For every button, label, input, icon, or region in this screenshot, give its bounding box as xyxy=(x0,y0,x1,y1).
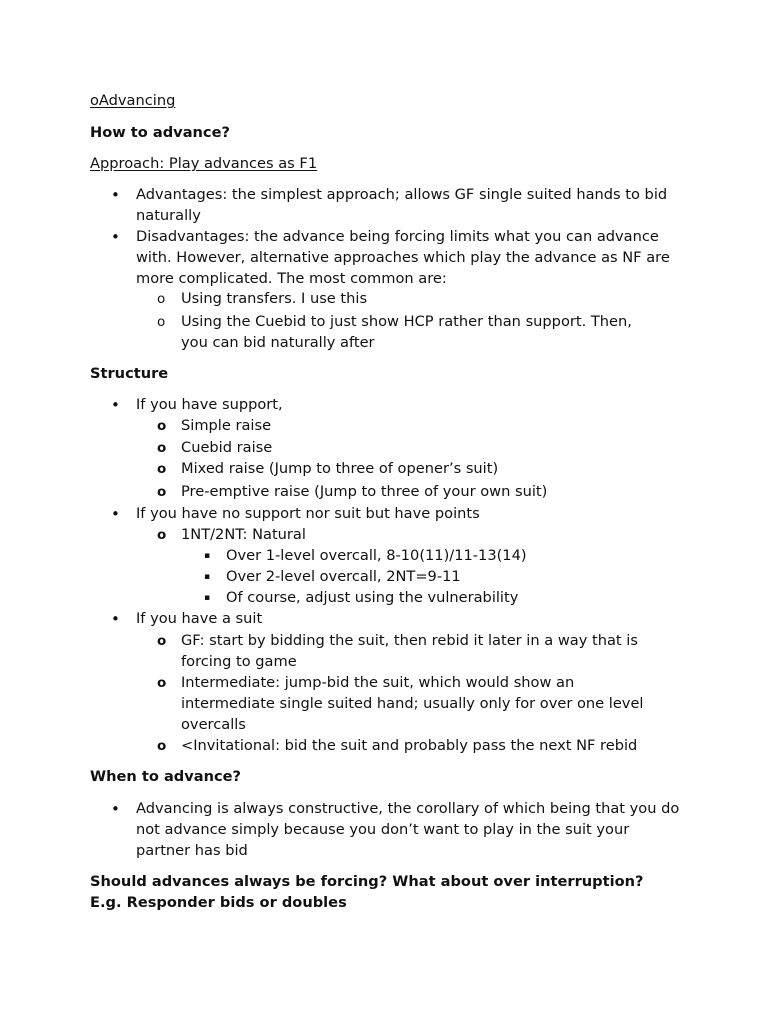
list-item-vulnerability: Of course, adjust using the vulnerability xyxy=(226,589,519,606)
list-item-nt: 1NT/2NT: Natural xyxy=(181,526,306,543)
when-heading: When to advance? xyxy=(90,768,241,785)
bullet-marker: • xyxy=(111,505,120,523)
list-item-disadvantages: Disadvantages: the advance being forcing limits what you can advance with. However, alternative approaches which play the advance as NF are more complicated. The most common are: xyxy=(136,228,670,287)
bullet-marker: • xyxy=(111,186,120,204)
bullet-marker: • xyxy=(111,228,120,246)
list-item-cuebid-raise: Cuebid raise xyxy=(181,439,273,456)
circle-marker: o xyxy=(157,738,167,754)
list-item-over-2-level: Over 2-level overcall, 2NT=9-11 xyxy=(226,568,461,585)
square-marker: ▪ xyxy=(204,551,211,561)
circle-marker: o xyxy=(157,675,167,691)
bullet-marker: • xyxy=(111,610,120,628)
bullet-marker: • xyxy=(111,800,120,818)
list-item-transfers: Using transfers. I use this xyxy=(181,290,368,307)
list-item-no-support: If you have no support nor suit but have points xyxy=(136,505,480,522)
circle-marker: o xyxy=(157,527,167,543)
circle-marker: o xyxy=(157,418,167,434)
circle-marker: o xyxy=(157,314,166,330)
list-item-simple-raise: Simple raise xyxy=(181,417,272,434)
circle-marker: o xyxy=(157,440,167,456)
how-heading: How to advance? xyxy=(90,124,230,141)
list-item-gf: GF: start by bidding the suit, then rebid it later in a way that is forcing to game xyxy=(181,632,638,670)
list-item-constructive: Advancing is always constructive, the corollary of which being that you do not advance simply because you don’t want to play in the suit your partner has bid xyxy=(136,800,680,859)
final-question: Should advances always be forcing? What about over interruption? E.g. Responder bids or doubles xyxy=(90,873,644,911)
approach-heading: Approach: Play advances as F1 xyxy=(90,155,318,172)
list-item-intermediate: Intermediate: jump-bid the suit, which would show an intermediate single suited hand; usually only for over one level overcalls xyxy=(181,674,644,733)
structure-heading: Structure xyxy=(90,365,169,382)
list-item-preemptive-raise: Pre-emptive raise (Jump to three of your own suit) xyxy=(181,483,548,500)
circle-marker: o xyxy=(157,291,166,307)
section-title: oAdvancing xyxy=(90,92,176,109)
list-item-over-1-level: Over 1-level overcall, 8-10(11)/11-13(14) xyxy=(226,547,527,564)
circle-marker: o xyxy=(157,461,167,477)
list-item-have-suit: If you have a suit xyxy=(136,610,263,627)
circle-marker: o xyxy=(157,633,167,649)
circle-marker: o xyxy=(157,484,167,500)
list-item-invitational: <Invitational: bid the suit and probably pass the next NF rebid xyxy=(181,737,638,754)
list-item-support: If you have support, xyxy=(136,396,283,413)
list-item-cuebid: Using the Cuebid to just show HCP rather than support. Then, you can bid naturally after xyxy=(181,313,632,351)
bullet-marker: • xyxy=(111,396,120,414)
list-item-advantages: Advantages: the simplest approach; allows GF single suited hands to bid naturally xyxy=(136,186,668,224)
list-item-mixed-raise: Mixed raise (Jump to three of opener’s suit) xyxy=(181,460,499,477)
square-marker: ▪ xyxy=(204,572,211,582)
square-marker: ▪ xyxy=(204,593,211,603)
